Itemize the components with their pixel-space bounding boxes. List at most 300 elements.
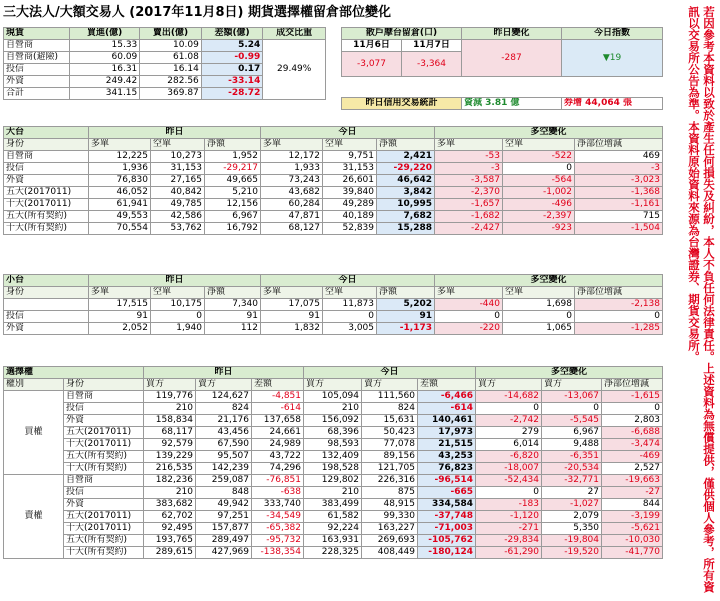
cell-value: 182,236: [144, 475, 196, 487]
small-title-0: 小台: [4, 275, 89, 287]
cell-value: -65,382: [252, 523, 304, 535]
spot-diff: -33.14: [201, 76, 263, 88]
cell-value: 226,316: [362, 475, 418, 487]
cell-value: -5,545: [542, 415, 602, 427]
cell-value: -41,770: [602, 547, 663, 559]
pc-index-value: ▼19: [562, 40, 663, 77]
cell-value: 163,931: [304, 535, 362, 547]
pc-header-index: 今日指數: [562, 28, 663, 40]
cell-value: 157,877: [196, 523, 252, 535]
cell-value: 31,153: [151, 163, 205, 175]
cell-value: 156,092: [304, 415, 362, 427]
cell-value: 0: [435, 311, 503, 323]
cell-value: 2,803: [602, 415, 663, 427]
cell-value: 1,952: [205, 151, 261, 163]
pc-header-change: 昨日變化: [462, 28, 562, 40]
cell-value: 715: [575, 211, 663, 223]
cell-value: 2,052: [89, 323, 151, 335]
cell-value: -1,120: [476, 511, 542, 523]
small-subheader: 空單: [151, 287, 205, 299]
cell-value: 12,172: [261, 151, 323, 163]
big-subheader: 多單: [89, 139, 151, 151]
spot-buy: 249.42: [69, 76, 139, 88]
cell-value: -29,217: [205, 163, 261, 175]
spot-sell: 16.14: [140, 64, 202, 76]
row-label: 十大(所有契約): [64, 547, 144, 559]
cell-value: -440: [435, 299, 503, 311]
cell-value: -32,771: [542, 475, 602, 487]
cell-value: 140,461: [418, 415, 476, 427]
cell-value: -6,820: [476, 451, 542, 463]
pc-date-1: 11月6日: [342, 40, 402, 52]
cell-value: 15,288: [377, 223, 435, 235]
cell-value: 92,224: [304, 523, 362, 535]
pc-header-retail: 散戶摩台留倉(口): [342, 28, 462, 40]
cell-value: 0: [542, 403, 602, 415]
cell-value: 9,751: [323, 151, 377, 163]
cell-value: 68,127: [261, 223, 323, 235]
table-row: [4, 475, 663, 487]
cell-value: 198,528: [304, 463, 362, 475]
table-row: [4, 427, 663, 439]
cell-value: -19,520: [542, 547, 602, 559]
row-label: 投信: [4, 163, 89, 175]
small-futures-table: [3, 274, 663, 335]
opt-subheader: 賣方: [542, 379, 602, 391]
row-label: 外資: [64, 415, 144, 427]
cell-value: -13,067: [542, 391, 602, 403]
cell-value: -3,023: [575, 175, 663, 187]
cell-value: 47,871: [261, 211, 323, 223]
cell-value: 43,253: [418, 451, 476, 463]
cell-value: 62,702: [144, 511, 196, 523]
cell-value: 46,642: [377, 175, 435, 187]
spot-sell: 10.09: [140, 40, 202, 52]
table-row: [4, 223, 663, 235]
cell-value: 2,421: [377, 151, 435, 163]
big-title-3: 多空變化: [435, 127, 663, 139]
row-label: 十大(所有契約): [64, 463, 144, 475]
opt-subheader: 差額: [418, 379, 476, 391]
cell-value: 7,682: [377, 211, 435, 223]
cell-value: -183: [476, 499, 542, 511]
cell-value: 119,776: [144, 391, 196, 403]
small-subheader: 淨額: [205, 287, 261, 299]
spot-diff: -28.72: [201, 88, 263, 100]
big-subheader: 身份: [4, 139, 89, 151]
table-row: [4, 535, 663, 547]
spot-header-diff: 差額(億): [201, 28, 263, 40]
cell-value: 824: [362, 403, 418, 415]
cell-value: 27,165: [151, 175, 205, 187]
cell-value: -138,354: [252, 547, 304, 559]
spot-name: 投信: [4, 64, 70, 76]
cell-value: 0: [602, 403, 663, 415]
cell-value: -27: [602, 487, 663, 499]
cell-value: 43,456: [196, 427, 252, 439]
cell-value: 5,202: [377, 299, 435, 311]
small-subheader: 多單: [435, 287, 503, 299]
opt-subheader: 身份: [64, 379, 144, 391]
cell-value: 43,682: [261, 187, 323, 199]
cell-value: 49,942: [196, 499, 252, 511]
table-row: [4, 211, 663, 223]
row-label: 投信: [64, 487, 144, 499]
cell-value: 0: [323, 311, 377, 323]
cell-value: 2,527: [602, 463, 663, 475]
options-table: [3, 366, 663, 559]
row-label: 投信: [4, 311, 89, 323]
cell-value: 11,873: [323, 299, 377, 311]
opt-subheader: 賣方: [196, 379, 252, 391]
cell-value: 16,792: [205, 223, 261, 235]
cell-value: 76,823: [418, 463, 476, 475]
spot-row: [4, 40, 326, 52]
cell-value: 89,156: [362, 451, 418, 463]
big-subheader: 淨額: [377, 139, 435, 151]
table-row: [4, 499, 663, 511]
cell-value: -614: [252, 403, 304, 415]
opt-title-1: 昨日: [144, 367, 304, 379]
cell-value: -3,587: [435, 175, 503, 187]
cell-value: -1,368: [575, 187, 663, 199]
cell-value: 10,995: [377, 199, 435, 211]
spot-sell: 61.08: [140, 52, 202, 64]
row-label: 外資: [4, 323, 89, 335]
margin-short: 券增 44,064 張: [562, 98, 663, 110]
cell-value: -96,514: [418, 475, 476, 487]
opt-subheader: 買方: [144, 379, 196, 391]
cell-value: 0: [503, 311, 575, 323]
cell-value: 427,969: [196, 547, 252, 559]
small-title-1: 昨日: [89, 275, 261, 287]
cell-value: -19,663: [602, 475, 663, 487]
cell-value: 844: [602, 499, 663, 511]
opt-subheader: 買方: [304, 379, 362, 391]
cell-value: -496: [503, 199, 575, 211]
pc-dates-row: [342, 40, 663, 52]
cell-value: -220: [435, 323, 503, 335]
cell-value: 3,842: [377, 187, 435, 199]
cell-value: 50,423: [362, 427, 418, 439]
small-subheader-row: [4, 287, 663, 299]
big-subheader: 空單: [503, 139, 575, 151]
cell-value: 259,087: [196, 475, 252, 487]
cell-value: 124,627: [196, 391, 252, 403]
table-row: [4, 391, 663, 403]
cell-value: 193,765: [144, 535, 196, 547]
cell-value: 383,682: [144, 499, 196, 511]
spot-header-buy: 買進(億): [69, 28, 139, 40]
spot-buy: 16.31: [69, 64, 139, 76]
cell-value: 137,658: [252, 415, 304, 427]
cell-value: 60,284: [261, 199, 323, 211]
opt-subheader: 賣方: [362, 379, 418, 391]
cell-value: 98,593: [304, 439, 362, 451]
cell-value: 1,936: [89, 163, 151, 175]
cell-value: -564: [503, 175, 575, 187]
table-row: [4, 151, 663, 163]
small-subheader: 淨部位增減: [575, 287, 663, 299]
row-label: 外資: [64, 499, 144, 511]
cell-value: 17,075: [261, 299, 323, 311]
cell-value: 3,005: [323, 323, 377, 335]
table-row: [4, 323, 663, 335]
cell-value: 0: [503, 163, 575, 175]
cell-value: 40,842: [151, 187, 205, 199]
cell-value: -2,742: [476, 415, 542, 427]
cell-value: 91: [377, 311, 435, 323]
cell-value: 49,785: [151, 199, 205, 211]
cell-value: 1,933: [261, 163, 323, 175]
margin-financing: 資減 3.81 億: [462, 98, 562, 110]
cell-value: 53,762: [151, 223, 205, 235]
cell-value: -29,220: [377, 163, 435, 175]
cell-value: 91: [89, 311, 151, 323]
cell-value: 289,497: [196, 535, 252, 547]
big-subheader: 多單: [261, 139, 323, 151]
cell-value: 1,832: [261, 323, 323, 335]
cell-value: -1,027: [542, 499, 602, 511]
pc-header-row: [342, 28, 663, 40]
cell-value: 49,553: [89, 211, 151, 223]
cell-value: 76,830: [89, 175, 151, 187]
spot-buy: 15.33: [69, 40, 139, 52]
small-subheader: 空單: [503, 287, 575, 299]
cell-value: -522: [503, 151, 575, 163]
cell-value: 383,499: [304, 499, 362, 511]
pc-value-1: -3,077: [342, 52, 402, 77]
cell-value: -71,003: [418, 523, 476, 535]
cell-value: -76,851: [252, 475, 304, 487]
cell-value: 163,227: [362, 523, 418, 535]
cell-value: 39,840: [323, 187, 377, 199]
row-label: 十大(2017011): [64, 523, 144, 535]
table-row: [4, 311, 663, 323]
cell-value: 142,239: [196, 463, 252, 475]
table-row: [4, 463, 663, 475]
spot-name: 外資: [4, 76, 70, 88]
small-subheader: 多單: [261, 287, 323, 299]
cell-value: 27: [542, 487, 602, 499]
cell-value: 0: [151, 311, 205, 323]
cell-value: -2,427: [435, 223, 503, 235]
cell-value: 43,722: [252, 451, 304, 463]
table-row: [4, 487, 663, 499]
cell-value: 6,014: [476, 439, 542, 451]
row-label: 五大(所有契約): [4, 211, 89, 223]
row-label: 五大(所有契約): [64, 451, 144, 463]
cell-value: -14,682: [476, 391, 542, 403]
cell-value: 158,834: [144, 415, 196, 427]
cell-value: 92,579: [144, 439, 196, 451]
cell-value: 12,225: [89, 151, 151, 163]
spot-diff: 0.17: [201, 64, 263, 76]
big-subheader: 淨部位增減: [575, 139, 663, 151]
cell-value: 5,350: [542, 523, 602, 535]
spot-header-row: [4, 28, 326, 40]
small-subheader: 淨額: [377, 287, 435, 299]
row-label: 自營商: [64, 391, 144, 403]
cell-value: -1,657: [435, 199, 503, 211]
table-row: [4, 523, 663, 535]
cell-value: 228,325: [304, 547, 362, 559]
cell-value: 105,094: [304, 391, 362, 403]
table-row: [4, 187, 663, 199]
cell-value: -271: [476, 523, 542, 535]
spot-buy: 341.15: [69, 88, 139, 100]
put-label: 賣權: [4, 475, 64, 559]
cell-value: 99,330: [362, 511, 418, 523]
call-label: 買權: [4, 391, 64, 475]
cell-value: 95,507: [196, 451, 252, 463]
cell-value: -18,007: [476, 463, 542, 475]
cell-value: -1,285: [575, 323, 663, 335]
cell-value: 49,289: [323, 199, 377, 211]
cell-value: 40,189: [323, 211, 377, 223]
opt-subheader: 差額: [252, 379, 304, 391]
spot-buy: 60.09: [69, 52, 139, 64]
cell-value: 12,156: [205, 199, 261, 211]
table-row: [4, 199, 663, 211]
big-subheader: 淨額: [205, 139, 261, 151]
small-title-2: 今日: [261, 275, 435, 287]
row-label: 十大(2017011): [4, 199, 89, 211]
cell-value: 74,296: [252, 463, 304, 475]
cell-value: -923: [503, 223, 575, 235]
cell-value: -34,549: [252, 511, 304, 523]
big-title-0: 大台: [4, 127, 89, 139]
opt-title-row: [4, 367, 663, 379]
table-row: [4, 163, 663, 175]
cell-value: 9,488: [542, 439, 602, 451]
cell-value: 91: [205, 311, 261, 323]
row-label: 自營商: [4, 151, 89, 163]
cell-value: 334,584: [418, 499, 476, 511]
cell-value: -1,002: [503, 187, 575, 199]
cell-value: -638: [252, 487, 304, 499]
cell-value: 0: [575, 311, 663, 323]
cell-value: 17,973: [418, 427, 476, 439]
opt-subheader-row: [4, 379, 663, 391]
cell-value: 61,582: [304, 511, 362, 523]
pc-date-2: 11月7日: [402, 40, 462, 52]
spot-diff: 5.24: [201, 40, 263, 52]
cell-value: 1,698: [503, 299, 575, 311]
cell-value: 61,941: [89, 199, 151, 211]
row-label: [4, 299, 89, 311]
cell-value: -4,851: [252, 391, 304, 403]
cell-value: -2,370: [435, 187, 503, 199]
table-row: [4, 175, 663, 187]
opt-subheader: 權別: [4, 379, 64, 391]
big-subheader: 多單: [435, 139, 503, 151]
cell-value: -665: [418, 487, 476, 499]
pc-value-2: -3,364: [402, 52, 462, 77]
row-label: 十大(所有契約): [4, 223, 89, 235]
retail-position-table: [341, 27, 663, 77]
margin-label: 昨日信用交易統計: [342, 98, 462, 110]
cell-value: 21,515: [418, 439, 476, 451]
cell-value: -10,030: [602, 535, 663, 547]
spot-header-ratio: 成交比重: [263, 28, 326, 40]
table-row: [4, 403, 663, 415]
cell-value: -180,124: [418, 547, 476, 559]
cell-value: 139,229: [144, 451, 196, 463]
cell-value: 408,449: [362, 547, 418, 559]
table-row: [4, 439, 663, 451]
cell-value: 129,802: [304, 475, 362, 487]
big-title-1: 昨日: [89, 127, 261, 139]
cell-value: 70,554: [89, 223, 151, 235]
table-row: [4, 415, 663, 427]
cell-value: -61,290: [476, 547, 542, 559]
cell-value: 1,065: [503, 323, 575, 335]
page-title: 三大法人/大額交易人 (2017年11月8日) 期貨選擇權留倉部位變化: [3, 5, 392, 20]
cell-value: 824: [196, 403, 252, 415]
cell-value: -6,466: [418, 391, 476, 403]
big-title-row: [4, 127, 663, 139]
big-title-2: 今日: [261, 127, 435, 139]
cell-value: 5,210: [205, 187, 261, 199]
cell-value: 112: [205, 323, 261, 335]
cell-value: 68,396: [304, 427, 362, 439]
cell-value: 111,560: [362, 391, 418, 403]
cell-value: 210: [304, 487, 362, 499]
spot-sell: 369.87: [140, 88, 202, 100]
cell-value: 77,078: [362, 439, 418, 451]
cell-value: 2,079: [542, 511, 602, 523]
spot-name: 合計: [4, 88, 70, 100]
cell-value: -53: [435, 151, 503, 163]
cell-value: 26,601: [323, 175, 377, 187]
cell-value: -20,534: [542, 463, 602, 475]
cell-value: 48,915: [362, 499, 418, 511]
small-title-3: 多空變化: [435, 275, 663, 287]
opt-subheader: 買方: [476, 379, 542, 391]
cell-value: 49,665: [205, 175, 261, 187]
cell-value: -6,351: [542, 451, 602, 463]
cell-value: 24,661: [252, 427, 304, 439]
table-row: [4, 451, 663, 463]
cell-value: -29,834: [476, 535, 542, 547]
cell-value: 279: [476, 427, 542, 439]
opt-title-2: 今日: [304, 367, 476, 379]
row-label: 五大(2017011): [64, 511, 144, 523]
cell-value: 0: [476, 403, 542, 415]
cell-value: 469: [575, 151, 663, 163]
cell-value: 1,940: [151, 323, 205, 335]
small-subheader: 空單: [323, 287, 377, 299]
cell-value: -3: [435, 163, 503, 175]
opt-title-0: 選擇權: [4, 367, 144, 379]
cell-value: -1,161: [575, 199, 663, 211]
spot-table: [3, 27, 326, 100]
cell-value: 68,117: [144, 427, 196, 439]
cell-value: 848: [196, 487, 252, 499]
row-label: 十大(2017011): [64, 439, 144, 451]
cell-value: 6,967: [205, 211, 261, 223]
cell-value: 875: [362, 487, 418, 499]
cell-value: 121,705: [362, 463, 418, 475]
cell-value: -469: [602, 451, 663, 463]
cell-value: 31,153: [323, 163, 377, 175]
cell-value: -1,682: [435, 211, 503, 223]
cell-value: 0: [476, 487, 542, 499]
cell-value: 210: [304, 403, 362, 415]
cell-value: 10,175: [151, 299, 205, 311]
table-row: [4, 511, 663, 523]
